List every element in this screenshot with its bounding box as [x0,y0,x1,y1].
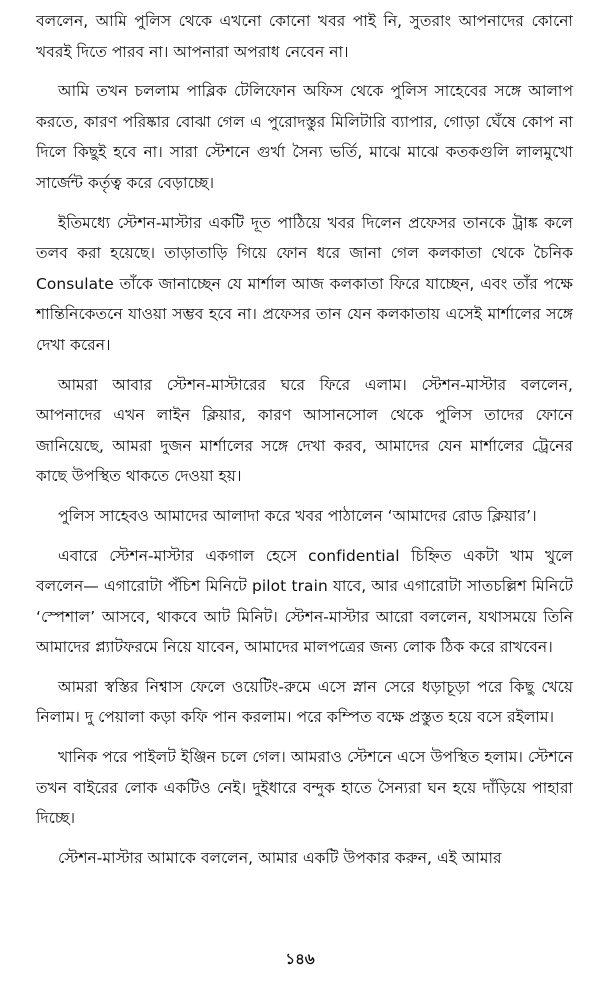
paragraph: খানিক পরে পাইলট ইঞ্জিন চলে গেল। আমরাও স্টেশনে এসে উপস্থিত হলাম। স্টেশনে তখন বাইরের লোক একটিও নেই। দুইধারে বন্দুক হাতে সৈন্যরা ঘন হয়ে দাঁড়িয়ে পাহারা দিচ্ছে। [36,748,573,828]
paragraph: আমরা স্বস্তির নিশ্বাস ফেলে ওয়েটিং-রুমে এসে স্নান সেরে ধড়াচূড়া পরে কিছু খেয়ে নিলাম। দু পেয়ালা কড়া কফি পান করলাম। পরে কম্পিত বক্ষে প্রস্তুত হয়ে বসে রইলাম। [36,677,573,727]
paragraph: ইতিমধ্যে স্টেশন-মাস্টার একটি দূত পাঠিয়ে খবর দিলেন প্রফেসর তানকে ট্রাঙ্ক কলে তলব করা হয়েছে। তাড়াতাড়ি গিয়ে ফোন ধরে জানা গেল কলকাতা থেকে চৈনিক Consulate তাঁকে জানাচ্ছেন যে মার্শাল আজ কলকাতা ফিরে যাচ্ছেন, এবং তাঁর পক্ষে শান্তিনিকেতনে যাওয়া সম্ভব হবে না। প্রফেসর তান যেন কলকাতায় এসেই মার্শালের সঙ্গে দেখা করেন। [36,213,573,354]
paragraph: স্টেশন-মাস্টার আমাকে বললেন, আমার একটি উপকার করুন, এই আমার [58,848,502,867]
body-text [36,6,573,882]
paragraph: আমরা আবার স্টেশন-মাস্টারের ঘরে ফিরে এলাম। স্টেশন-মাস্টার বললেন, আপনাদের এখন লাইন ক্লিয়ার, কারণ আসানসোল থেকে পুলিস তাদের ফোনে জানিয়েছে, আমরা দুজন মার্শালের সঙ্গে দেখা করব, আমাদের যেন মার্শালের ট্রেনের কাছে উপস্থিত থাকতে দেওয়া হয়। [36,375,573,486]
paragraph: পুলিস সাহেবও আমাদের আলাদা করে খবর পাঠালেন ‘আমাদের রোড ক্লিয়ার’। [58,506,537,525]
paragraph: বললেন, আমি পুলিস থেকে এখনো কোনো খবর পাই নি, সুতরাং আপনাদের কোনো খবরই দিতে পারব না। আপনারা অপরাধ নেবেন না। [36,12,573,61]
paragraph: এবারে স্টেশন-মাস্টার একগাল হেসে confidential চিহ্নিত একটা খাম খুলে বললেন— এগারোটা পঁচিশ মিনিটে pilot train যাবে, আর এগারোটা সাতচল্লিশ মিনিটে ‘স্পেশাল’ আসবে, থাকবে আট মিনিট। স্টেশন-মাস্টার আরো বললেন, যথাসময়ে তিনি আমাদের প্ল্যাটফরমে নিয়ে যাবেন, আমাদের মালপত্রের জন্য লোক ঠিক করে রাখবেন। [36,546,573,657]
paragraph: আমি তখন চললাম পাব্লিক টেলিফোন অফিস থেকে পুলিস সাহেবের সঙ্গে আলাপ করতে, কারণ পরিষ্কার বোঝা গেল এ পুরোদস্তুর মিলিটারি ব্যাপার, গোড়া ঘেঁষে কোপ না দিলে কিছুই হবে না। সারা স্টেশনে গুর্খা সৈন্য ভর্তি, মাঝে মাঝে কতকগুলি লালমুখো সার্জেন্ট কর্তৃত্ব করে বেড়াচ্ছে। [36,82,573,192]
page-number: ১৪৬ [285,950,315,968]
